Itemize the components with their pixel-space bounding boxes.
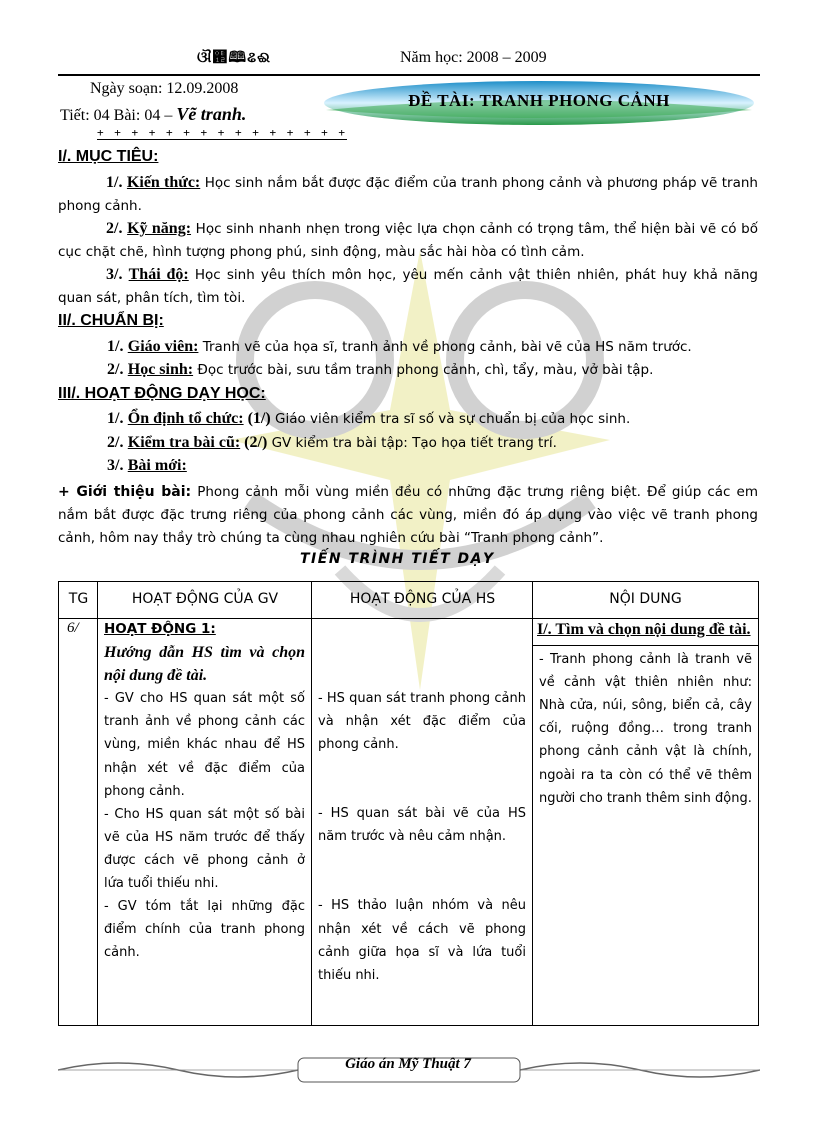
- star-divider: + + + + + + + + + + + + + + +: [97, 126, 348, 139]
- preparation-date: Ngày soạn: 12.09.2008: [90, 80, 239, 97]
- objective-knowledge: 1/. Kiến thức: Học sinh nắm bắt được đặc điểm của tranh phong cảnh và phương pháp vẽ tranh phong cảnh.: [58, 174, 758, 214]
- activity-1-title: HOẠT ĐỘNG 1:: [104, 621, 216, 637]
- lesson-type: Vẽ tranh.: [176, 104, 247, 124]
- section-preparation-heading: II/. CHUẨN BỊ:: [58, 312, 164, 329]
- lesson-period: Tiết: 04 Bài: 04 –: [60, 107, 177, 124]
- activity-new-lesson: 3/. Bài mới:: [107, 457, 187, 474]
- activity-review: 2/. Kiểm tra bài cũ: (2/) GV kiểm tra bài tập: Tạo họa tiết trang trí.: [107, 434, 557, 451]
- cell-student-activities: [318, 618, 526, 987]
- gv-step-3: - GV tóm tắt lại những đặc điểm chính của tranh phong cảnh.: [104, 899, 305, 961]
- table-title: TIẾN TRÌNH TIẾT DẠY: [300, 551, 495, 567]
- content-body: - Tranh phong cảnh là tranh vẽ về cảnh vật thiên nhiên như: Nhà cửa, núi, sông, biển cả, cây cối, ruộng đồng… trong tranh phong cảnh cảnh vật là chính, ngoài ra ta còn có thể vẽ thêm người cho tranh thêm sinh động.: [539, 652, 752, 806]
- th-gv: HOẠT ĐỘNG CỦA GV: [131, 591, 279, 607]
- th-nd: NỘI DUNG: [609, 591, 682, 607]
- section-objectives-heading: I/. MỤC TIÊU:: [58, 148, 159, 165]
- header-ornament: ଔ଒🕮ଌଈ: [197, 50, 272, 66]
- topic-title: ĐỀ TÀI: TRANH PHONG CẢNH: [408, 91, 670, 110]
- th-hs: HOẠT ĐỘNG CỦA HS: [349, 591, 496, 607]
- footer-text: Giáo án Mỹ Thuật 7: [345, 1056, 471, 1072]
- lesson-introduction: + Giới thiệu bài: Phong cảnh mỗi vùng miền đều có những đặc trưng riêng biệt. Để giúp các em nắm bắt được đặc trưng riêng của phong cảnh các vùng, miền đó áp dụng vào việc vẽ tranh phong cảnh, hôm nay thầy trò chúng ta cùng nhau nghiên cứu bài “Tranh phong cảnh”.: [58, 484, 758, 546]
- section-activities-heading: III/. HOẠT ĐỘNG DẠY HỌC:: [58, 385, 266, 402]
- school-year: Năm học: 2008 – 2009: [400, 49, 547, 66]
- prep-student: 2/. Học sinh: Đọc trước bài, sưu tầm tranh phong cảnh, chì, tẩy, màu, vở bài tập.: [107, 361, 654, 378]
- cell-teacher-activities: [104, 618, 305, 964]
- hs-step-3: - HS thảo luận nhóm và nêu nhận xét về cách vẽ phong cảnh giữa họa sĩ và lứa tuổi thiếu nhi.: [318, 898, 526, 983]
- hs-step-1: - HS quan sát tranh phong cảnh và nhận xét đặc điểm của phong cảnh.: [318, 691, 526, 753]
- lesson-table: [58, 581, 759, 1026]
- th-tg: TG: [68, 591, 89, 607]
- col-tg: [59, 582, 98, 1025]
- header-rule: [58, 74, 760, 76]
- gv-step-1: - GV cho HS quan sát một số tranh ảnh về phong cảnh các vùng, miền khác nhau để HS nhận xét về đặc điểm của phong cảnh.: [104, 691, 305, 799]
- lesson-info: [60, 104, 246, 125]
- cell-time: 6/: [67, 620, 79, 636]
- activity-organization: 1/. Ổn định tổ chức: (1/) Giáo viên kiểm tra sĩ số và sự chuẩn bị của học sinh.: [107, 410, 631, 427]
- prep-teacher: 1/. Giáo viên: Tranh vẽ của họa sĩ, tranh ảnh về phong cảnh, bài vẽ của HS năm trước.: [107, 338, 692, 355]
- objective-attitude: 3/. Thái độ: Học sinh yêu thích môn học, yêu mến cảnh vật thiên nhiên, phát huy khả năng quan sát, phân tích, tìm tòi.: [58, 266, 758, 306]
- activity-1-subtitle: Hướng dẫn HS tìm và chọn nội dung đề tài.: [104, 644, 305, 685]
- objective-skills: 2/. Kỹ năng: Học sinh nhanh nhẹn trong việc lựa chọn cảnh có trọng tâm, thể hiện bài vẽ có bố cục chặt chẽ, hình tượng phong phú, sinh động, màu sắc hài hòa có tình cảm.: [58, 220, 758, 260]
- hs-step-2: - HS quan sát bài vẽ của HS năm trước và nêu cảm nhận.: [318, 806, 526, 845]
- gv-step-2: - Cho HS quan sát một số bài vẽ của HS năm trước để thấy được cách vẽ phong cảnh ở lứa tuổi thiếu nhi.: [104, 806, 305, 892]
- content-heading: I/. Tìm và chọn nội dung đề tài.: [537, 621, 751, 638]
- cell-content: [533, 618, 758, 810]
